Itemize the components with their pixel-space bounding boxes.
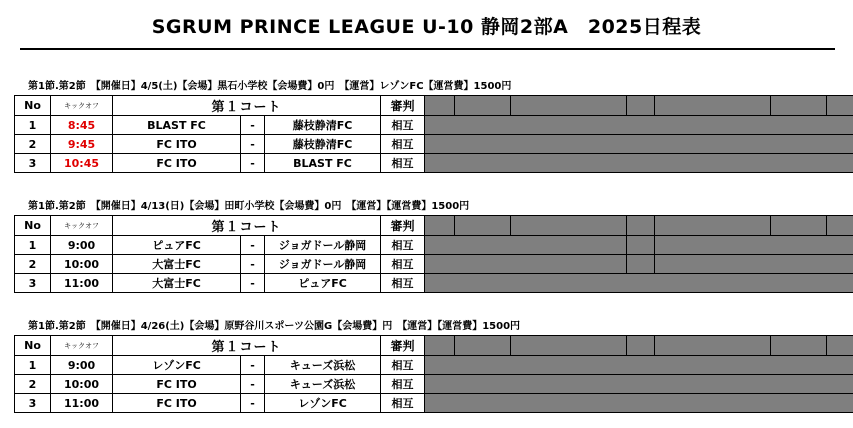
referee: 相互 bbox=[381, 116, 425, 135]
blank-cell bbox=[827, 216, 853, 236]
kickoff-time: 10:45 bbox=[51, 154, 113, 173]
no-header: No bbox=[15, 336, 51, 356]
home-team: FC ITO bbox=[113, 375, 241, 394]
referee: 相互 bbox=[381, 154, 425, 173]
blank-cell bbox=[771, 216, 827, 236]
referee: 相互 bbox=[381, 356, 425, 375]
referee-header: 審判 bbox=[381, 96, 425, 116]
away-team: BLAST FC bbox=[265, 154, 381, 173]
kickoff-header: キックオフ bbox=[51, 336, 113, 356]
home-team: 大富士FC bbox=[113, 274, 241, 293]
table-row bbox=[15, 236, 853, 255]
schedule-table bbox=[14, 335, 853, 413]
blank-cell bbox=[425, 154, 853, 173]
away-team: レゾンFC bbox=[265, 394, 381, 413]
section-info: 第1節.第2節 【開催日】4/5(土)【会場】黒石小学校【会場費】0円 【運営】レゾンFC【運営費】1500円 bbox=[28, 81, 512, 92]
blank-cell bbox=[655, 216, 771, 236]
referee: 相互 bbox=[381, 135, 425, 154]
blank-cell bbox=[627, 96, 655, 116]
blank-cell bbox=[425, 356, 853, 375]
versus-dash: - bbox=[241, 116, 265, 135]
versus-dash: - bbox=[241, 154, 265, 173]
referee: 相互 bbox=[381, 236, 425, 255]
blank-cell bbox=[827, 96, 853, 116]
blank-cell bbox=[511, 216, 627, 236]
blank-cell bbox=[425, 274, 853, 293]
blank-cell bbox=[425, 375, 853, 394]
kickoff-header: キックオフ bbox=[51, 96, 113, 116]
blank-cell bbox=[425, 336, 455, 356]
away-team: 藤枝静清FC bbox=[265, 116, 381, 135]
versus-dash: - bbox=[241, 356, 265, 375]
versus-dash: - bbox=[241, 375, 265, 394]
blank-cell bbox=[511, 336, 627, 356]
blank-cell bbox=[455, 216, 511, 236]
blank-cell bbox=[425, 135, 853, 154]
blank-cell bbox=[771, 336, 827, 356]
table-row bbox=[15, 274, 853, 293]
versus-dash: - bbox=[241, 255, 265, 274]
blank-cell bbox=[425, 394, 853, 413]
court-header: 第１コート bbox=[113, 96, 381, 116]
kickoff-time: 8:45 bbox=[51, 116, 113, 135]
schedule-table bbox=[14, 215, 853, 293]
blank-cell bbox=[425, 216, 455, 236]
blank-cell bbox=[655, 255, 853, 274]
table-row bbox=[15, 356, 853, 375]
match-no: 2 bbox=[15, 255, 51, 274]
blank-cell bbox=[771, 96, 827, 116]
table-row bbox=[15, 255, 853, 274]
kickoff-time: 9:00 bbox=[51, 236, 113, 255]
title-underline bbox=[20, 48, 835, 50]
blank-cell bbox=[425, 96, 455, 116]
blank-cell bbox=[627, 255, 655, 274]
home-team: ピュアFC bbox=[113, 236, 241, 255]
no-header: No bbox=[15, 96, 51, 116]
blank-cell bbox=[627, 216, 655, 236]
versus-dash: - bbox=[241, 394, 265, 413]
away-team: 藤枝静清FC bbox=[265, 135, 381, 154]
table-header-row bbox=[15, 96, 853, 116]
away-team: ジョガドール静岡 bbox=[265, 236, 381, 255]
home-team: FC ITO bbox=[113, 135, 241, 154]
blank-cell bbox=[655, 96, 771, 116]
versus-dash: - bbox=[241, 274, 265, 293]
blank-cell bbox=[655, 336, 771, 356]
blank-cell bbox=[511, 96, 627, 116]
page-title: SGRUM PRINCE LEAGUE U-10 静岡2部A 2025日程表 bbox=[151, 16, 702, 38]
versus-dash: - bbox=[241, 236, 265, 255]
blank-cell bbox=[827, 336, 853, 356]
away-team: ピュアFC bbox=[265, 274, 381, 293]
match-no: 3 bbox=[15, 154, 51, 173]
table-row bbox=[15, 135, 853, 154]
match-no: 1 bbox=[15, 116, 51, 135]
referee-header: 審判 bbox=[381, 336, 425, 356]
kickoff-time: 9:00 bbox=[51, 356, 113, 375]
blank-cell bbox=[455, 336, 511, 356]
referee: 相互 bbox=[381, 394, 425, 413]
table-row bbox=[15, 116, 853, 135]
court-header: 第１コート bbox=[113, 336, 381, 356]
blank-cell bbox=[425, 255, 627, 274]
kickoff-header: キックオフ bbox=[51, 216, 113, 236]
away-team: キューズ浜松 bbox=[265, 375, 381, 394]
versus-dash: - bbox=[241, 135, 265, 154]
table-row bbox=[15, 375, 853, 394]
home-team: BLAST FC bbox=[113, 116, 241, 135]
kickoff-time: 9:45 bbox=[51, 135, 113, 154]
blank-cell bbox=[627, 236, 655, 255]
away-team: ジョガドール静岡 bbox=[265, 255, 381, 274]
match-no: 1 bbox=[15, 236, 51, 255]
section-info: 第1節.第2節 【開催日】4/26(土)【会場】原野谷川スポーツ公園G【会場費】円 【運営】【運営費】1500円 bbox=[28, 321, 521, 332]
table-header-row bbox=[15, 216, 853, 236]
home-team: レゾンFC bbox=[113, 356, 241, 375]
table-header-row bbox=[15, 336, 853, 356]
home-team: 大富士FC bbox=[113, 255, 241, 274]
referee: 相互 bbox=[381, 375, 425, 394]
match-no: 3 bbox=[15, 274, 51, 293]
match-no: 3 bbox=[15, 394, 51, 413]
referee: 相互 bbox=[381, 255, 425, 274]
schedule-table bbox=[14, 95, 853, 173]
table-row bbox=[15, 394, 853, 413]
kickoff-time: 11:00 bbox=[51, 274, 113, 293]
blank-cell bbox=[425, 116, 853, 135]
home-team: FC ITO bbox=[113, 394, 241, 413]
blank-cell bbox=[627, 336, 655, 356]
blank-cell bbox=[455, 96, 511, 116]
referee-header: 審判 bbox=[381, 216, 425, 236]
kickoff-time: 11:00 bbox=[51, 394, 113, 413]
court-header: 第１コート bbox=[113, 216, 381, 236]
away-team: キューズ浜松 bbox=[265, 356, 381, 375]
referee: 相互 bbox=[381, 274, 425, 293]
no-header: No bbox=[15, 216, 51, 236]
home-team: FC ITO bbox=[113, 154, 241, 173]
match-no: 2 bbox=[15, 135, 51, 154]
match-no: 2 bbox=[15, 375, 51, 394]
kickoff-time: 10:00 bbox=[51, 375, 113, 394]
match-no: 1 bbox=[15, 356, 51, 375]
blank-cell bbox=[425, 236, 627, 255]
kickoff-time: 10:00 bbox=[51, 255, 113, 274]
table-row bbox=[15, 154, 853, 173]
blank-cell bbox=[655, 236, 853, 255]
section-info: 第1節.第2節 【開催日】4/13(日)【会場】田町小学校【会場費】0円 【運営】【運営費】1500円 bbox=[28, 201, 470, 212]
